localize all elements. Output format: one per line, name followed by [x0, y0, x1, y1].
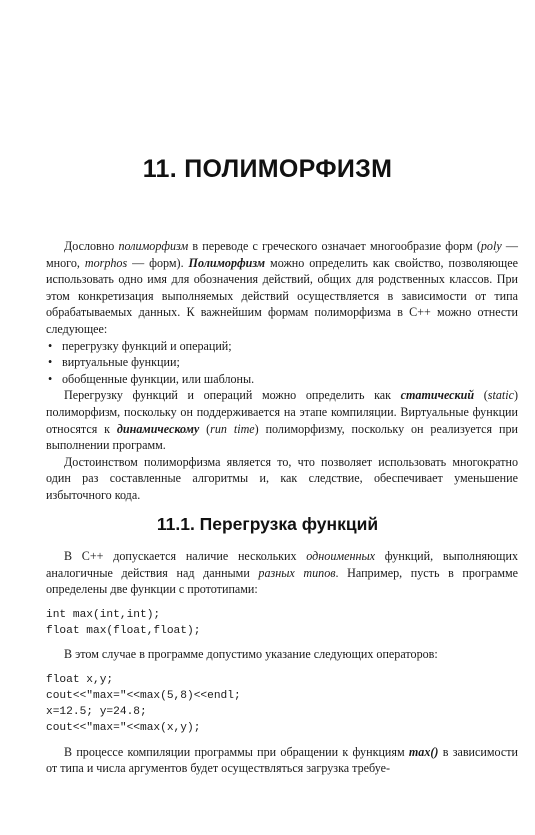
code-block-usage — [46, 672, 518, 737]
list-item: • виртуальные функции; — [48, 355, 180, 370]
polymorphism-forms-list — [46, 338, 518, 388]
code-line: float x,y; — [46, 673, 114, 686]
section-text — [46, 548, 518, 777]
code-line: float max(float,float); — [46, 624, 201, 637]
bullet-icon: • — [48, 371, 53, 386]
chapter-title: 11. ПОЛИМОРФИЗМ — [142, 155, 393, 183]
code-line: x=12.5; y=24.8; — [46, 706, 147, 719]
section-title: 11.1. Перегрузка функций — [156, 514, 379, 534]
code-line: cout<<"max="<<max(5,8)<<endl; — [46, 689, 241, 702]
code-line: cout<<"max="<<max(x,y); — [46, 722, 201, 735]
section-paragraph-3: В процессе компиляции программы при обращении к функциям max() в зависимости от типа и числа аргументов будет осуществляться загрузка требуе- — [46, 744, 518, 776]
intro-paragraph-2: Перегрузку функций и операций можно определить как статический (static) полиморфизм, поскольку он поддерживается на этапе компиляции. Виртуальные функции относятся к динамическому (run time) полиморфизму, поскольку он реализуется при выполнении программ. — [46, 388, 518, 453]
intro-paragraph-1: Дословно полиморфизм в переводе с греческого означает многообразие форм (poly — много, morphos — форм). Полиморфизм можно определить как свойство, позволяющее использовать одно имя для обозначения действий, общих для родственных классов. При этом конкретизация выполняемых действий осуществляется в зависимости от типа обрабатываемых данных. К важнейшим формам полиморфизма в C++ можно отнести следующее: — [46, 239, 518, 336]
code-block-prototypes — [46, 607, 518, 639]
bullet-icon: • — [48, 338, 53, 353]
list-item: • перегрузку функций и операций; — [48, 338, 232, 353]
intro-paragraph-3: Достоинством полиморфизма является то, что позволяет использовать многократно один раз составленные алгоритмы и, как следствие, обеспечивает уменьшение избыточного кода. — [46, 454, 518, 502]
list-item: • обобщенные функции, или шаблоны. — [48, 371, 255, 386]
section-paragraph-2: В этом случае в программе допустимо указание следующих операторов: — [64, 647, 438, 662]
code-line: int max(int,int); — [46, 608, 161, 621]
intro-text — [46, 238, 518, 504]
section-paragraph-1: В C++ допускается наличие нескольких одноименных функций, выполняющих аналогичные действия над данными разных типов. Например, пусть в программе определены две функции с прототипами: — [46, 549, 518, 597]
bullet-icon: • — [48, 355, 53, 370]
